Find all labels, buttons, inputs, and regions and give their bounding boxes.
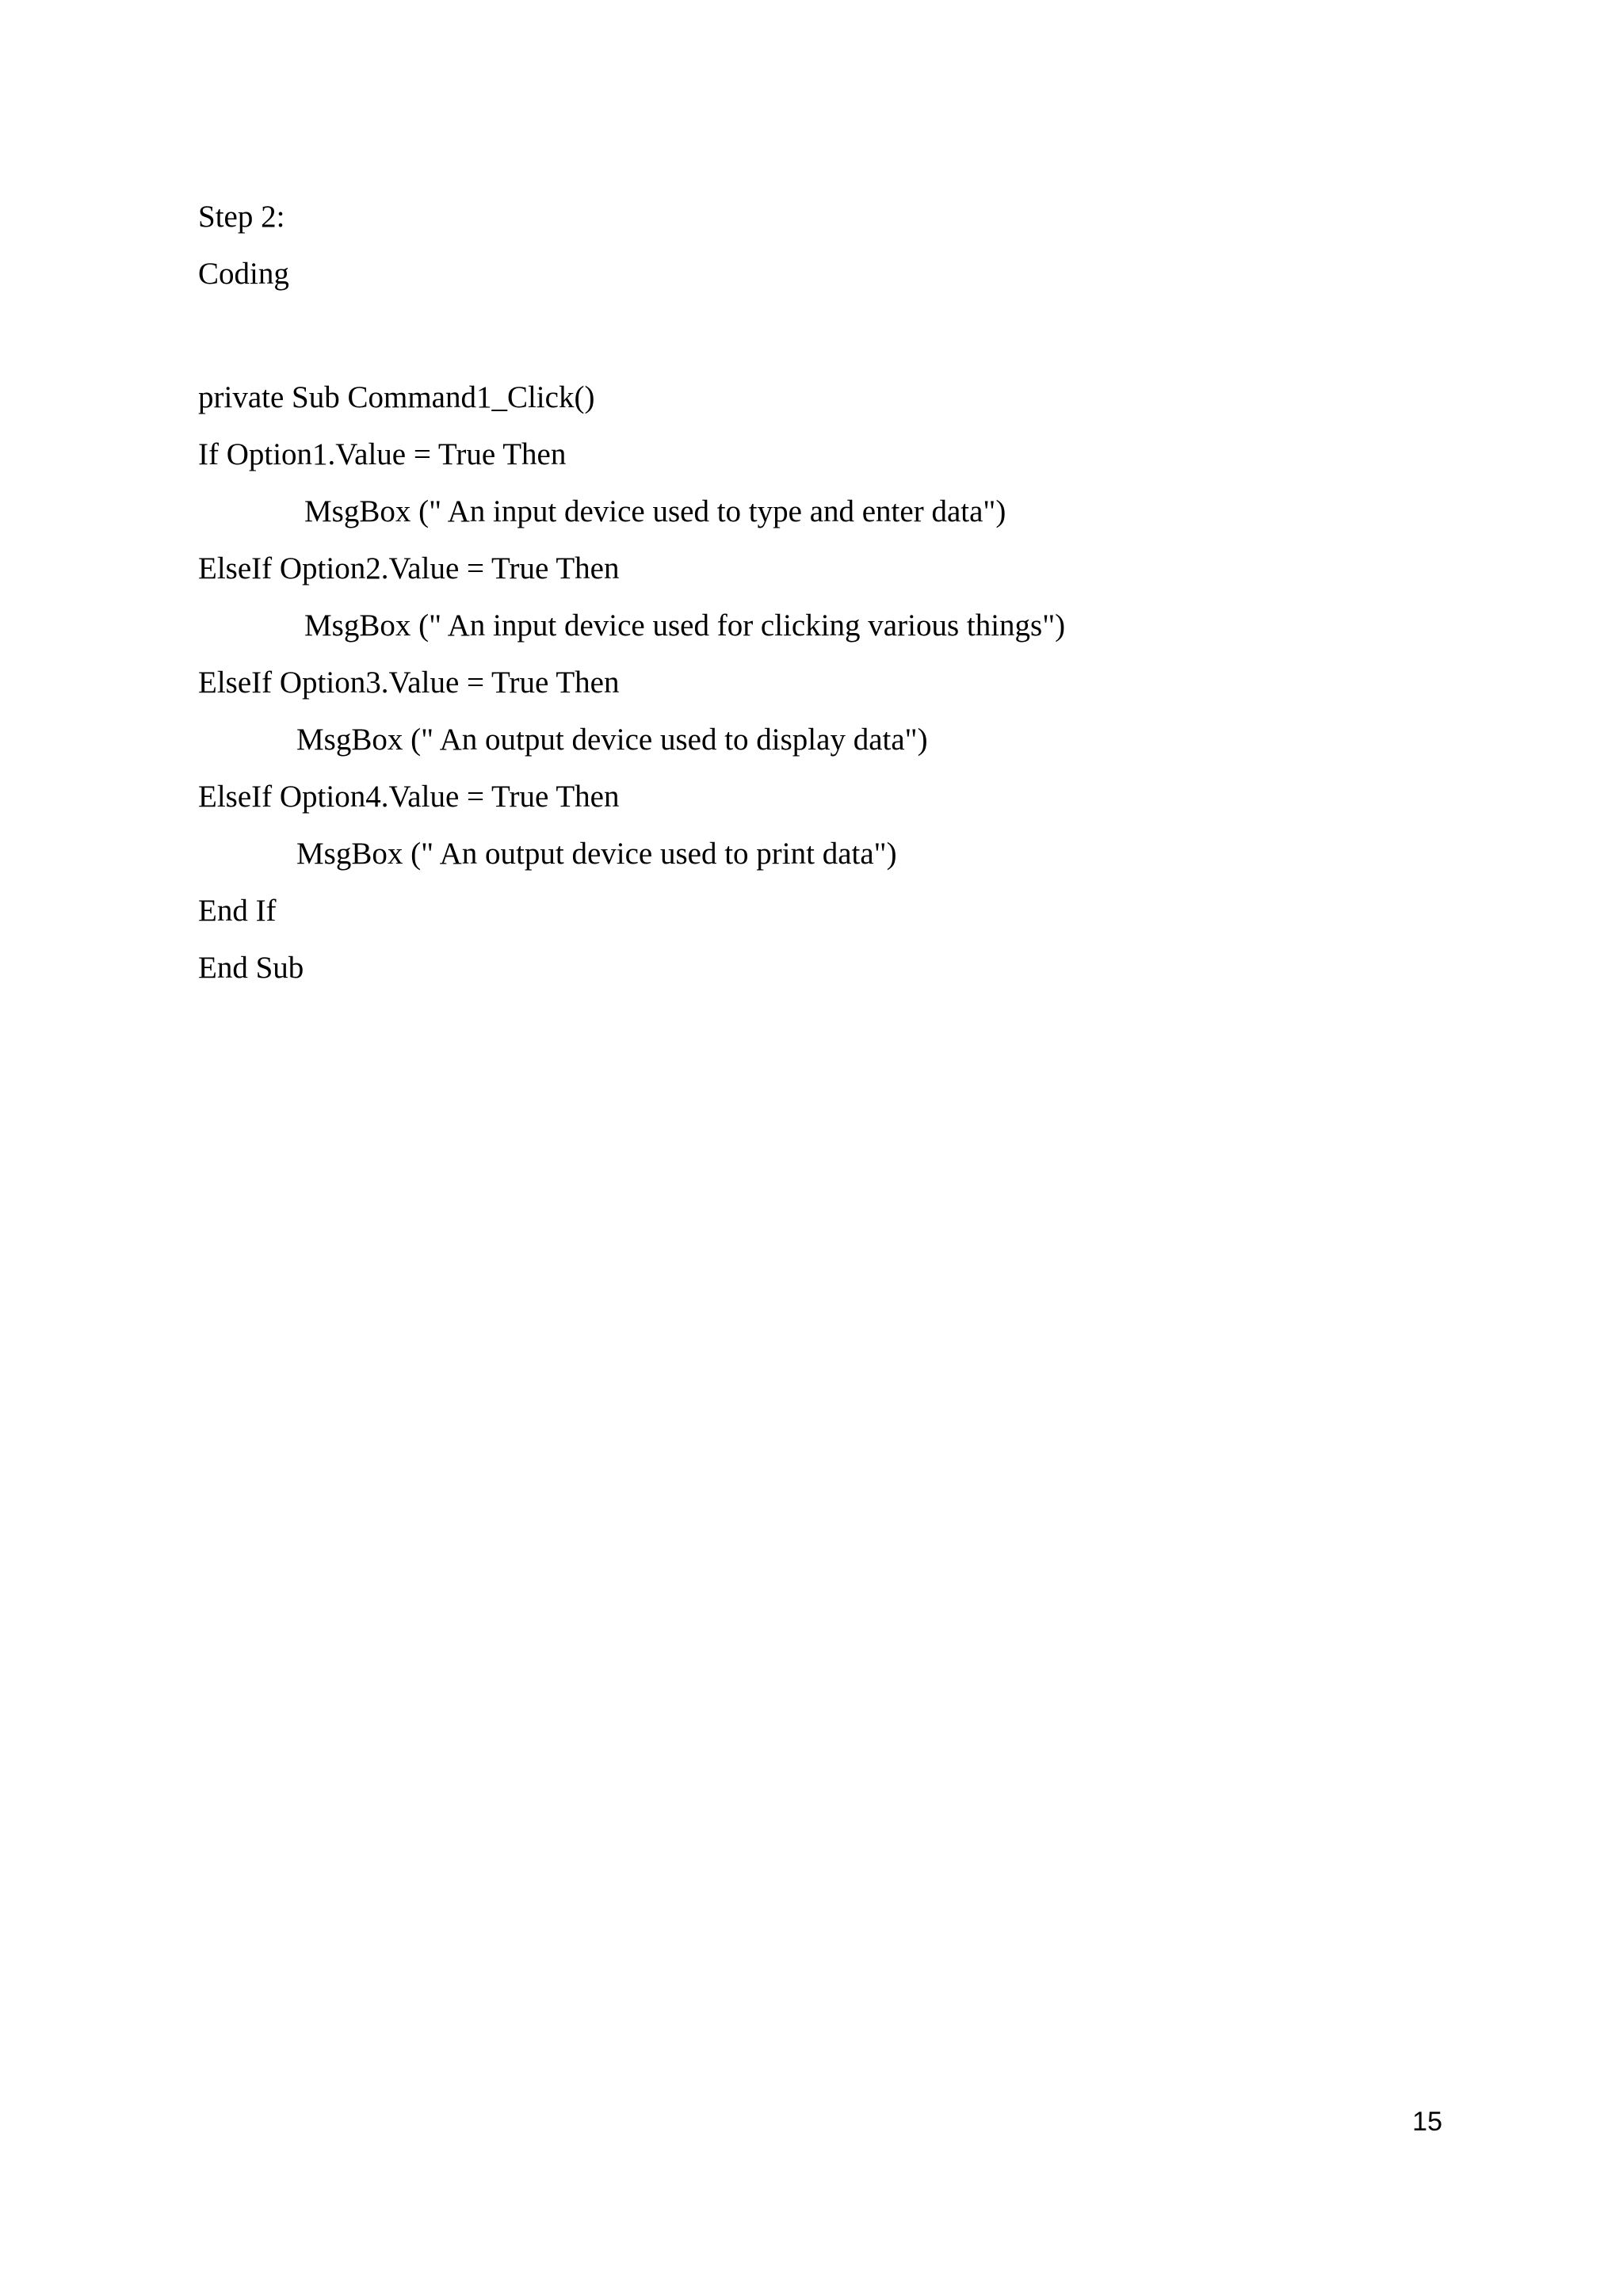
- code-line: End If: [198, 894, 277, 928]
- code-line: MsgBox (" An input device used for clicking various things"): [304, 608, 1066, 643]
- code-line: End Sub: [198, 951, 304, 985]
- code-line: MsgBox (" An output device used to print data"): [296, 837, 897, 871]
- code-line: MsgBox (" An input device used to type and enter data"): [304, 494, 1006, 528]
- step-heading: Step 2:: [198, 200, 285, 234]
- code-line: MsgBox (" An output device used to display data"): [296, 723, 928, 757]
- code-line: ElseIf Option3.Value = True Then: [198, 666, 620, 700]
- code-line: If Option1.Value = True Then: [198, 437, 567, 471]
- code-line: ElseIf Option4.Value = True Then: [198, 780, 620, 814]
- page-number: 15: [1412, 2107, 1442, 2137]
- section-title: Coding: [198, 257, 289, 291]
- code-line: private Sub Command1_Click(): [198, 380, 595, 414]
- code-line: ElseIf Option2.Value = True Then: [198, 551, 620, 585]
